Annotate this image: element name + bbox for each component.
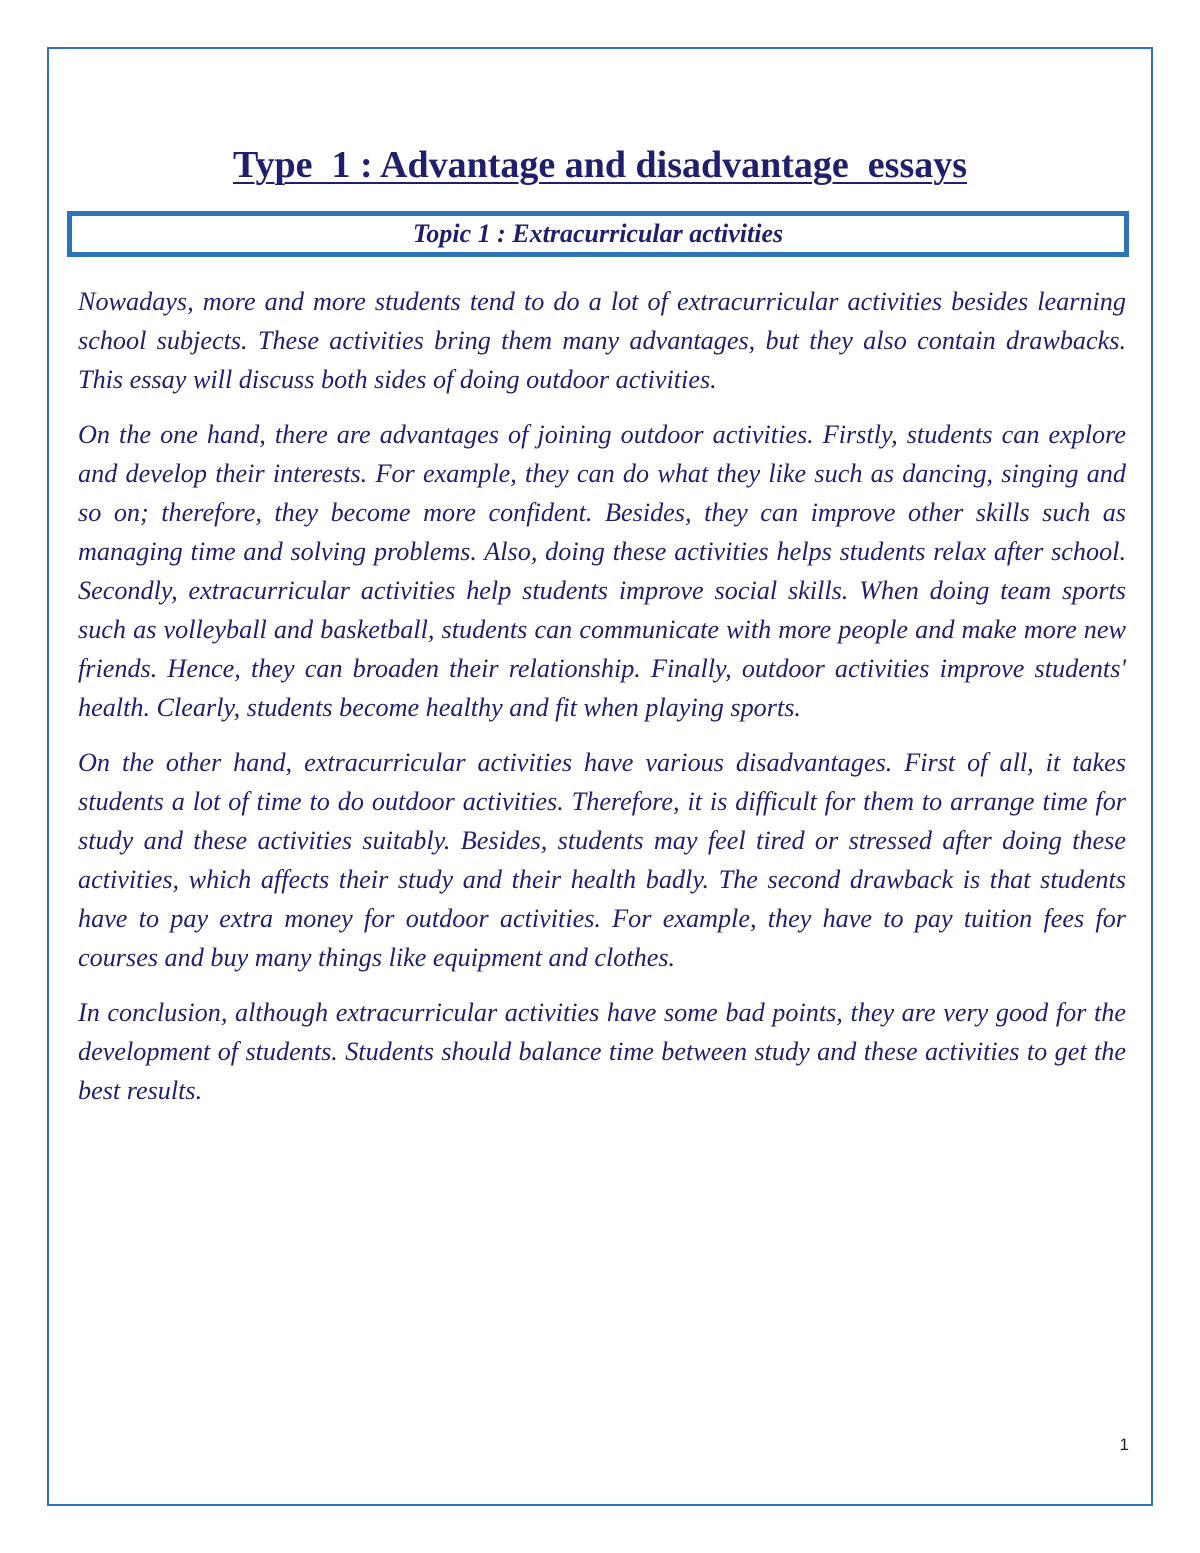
page-number: 1 [1119,1435,1129,1454]
paragraph-disadvantages: On the other hand, extracurricular activities have various disadvantages. First of all, it takes students a lot of time to do outdoor activities. Therefore, it is difficult for them to arrange time for study and these activities suitably. Besides, students may feel tired or stressed after doing these activities, which affects their study and their health badly. The second drawback is that students have to pay extra money for outdoor activities. For example, they have to pay tuition fees for courses and buy many things like equipment and clothes. [78,748,1126,972]
paragraph-advantages: On the one hand, there are advantages of joining outdoor activities. Firstly, students can explore and develop their interests. For example, they can do what they like such as dancing, singing and so on; therefore, they become more confident. Besides, they can improve other skills such as managing time and solving problems. Also, doing these activities helps students relax after school. Secondly, extracurricular activities help students improve social skills. When doing team sports such as volleyball and basketball, students can communicate with more people and make more new friends. Hence, they can broaden their relationship. Finally, outdoor activities improve students' health. Clearly, students become healthy and fit when playing sports. [78,420,1126,722]
paragraph-introduction: Nowadays, more and more students tend to do a lot of extracurricular activities besides learning school subjects. These activities bring them many advantages, but they also contain drawbacks. This essay will discuss both sides of doing outdoor activities. [78,287,1126,394]
paragraph-conclusion: In conclusion, although extracurricular activities have some bad points, they are very good for the development of students. Students should balance time between study and these activities to get the best results. [78,998,1126,1105]
document-title: Type 1 : Advantage and disadvantage essays [232,144,968,186]
essay-body [78,282,1126,1126]
topic-heading: Topic 1 : Extracurricular activities [412,219,784,248]
topic-box [67,211,1129,257]
